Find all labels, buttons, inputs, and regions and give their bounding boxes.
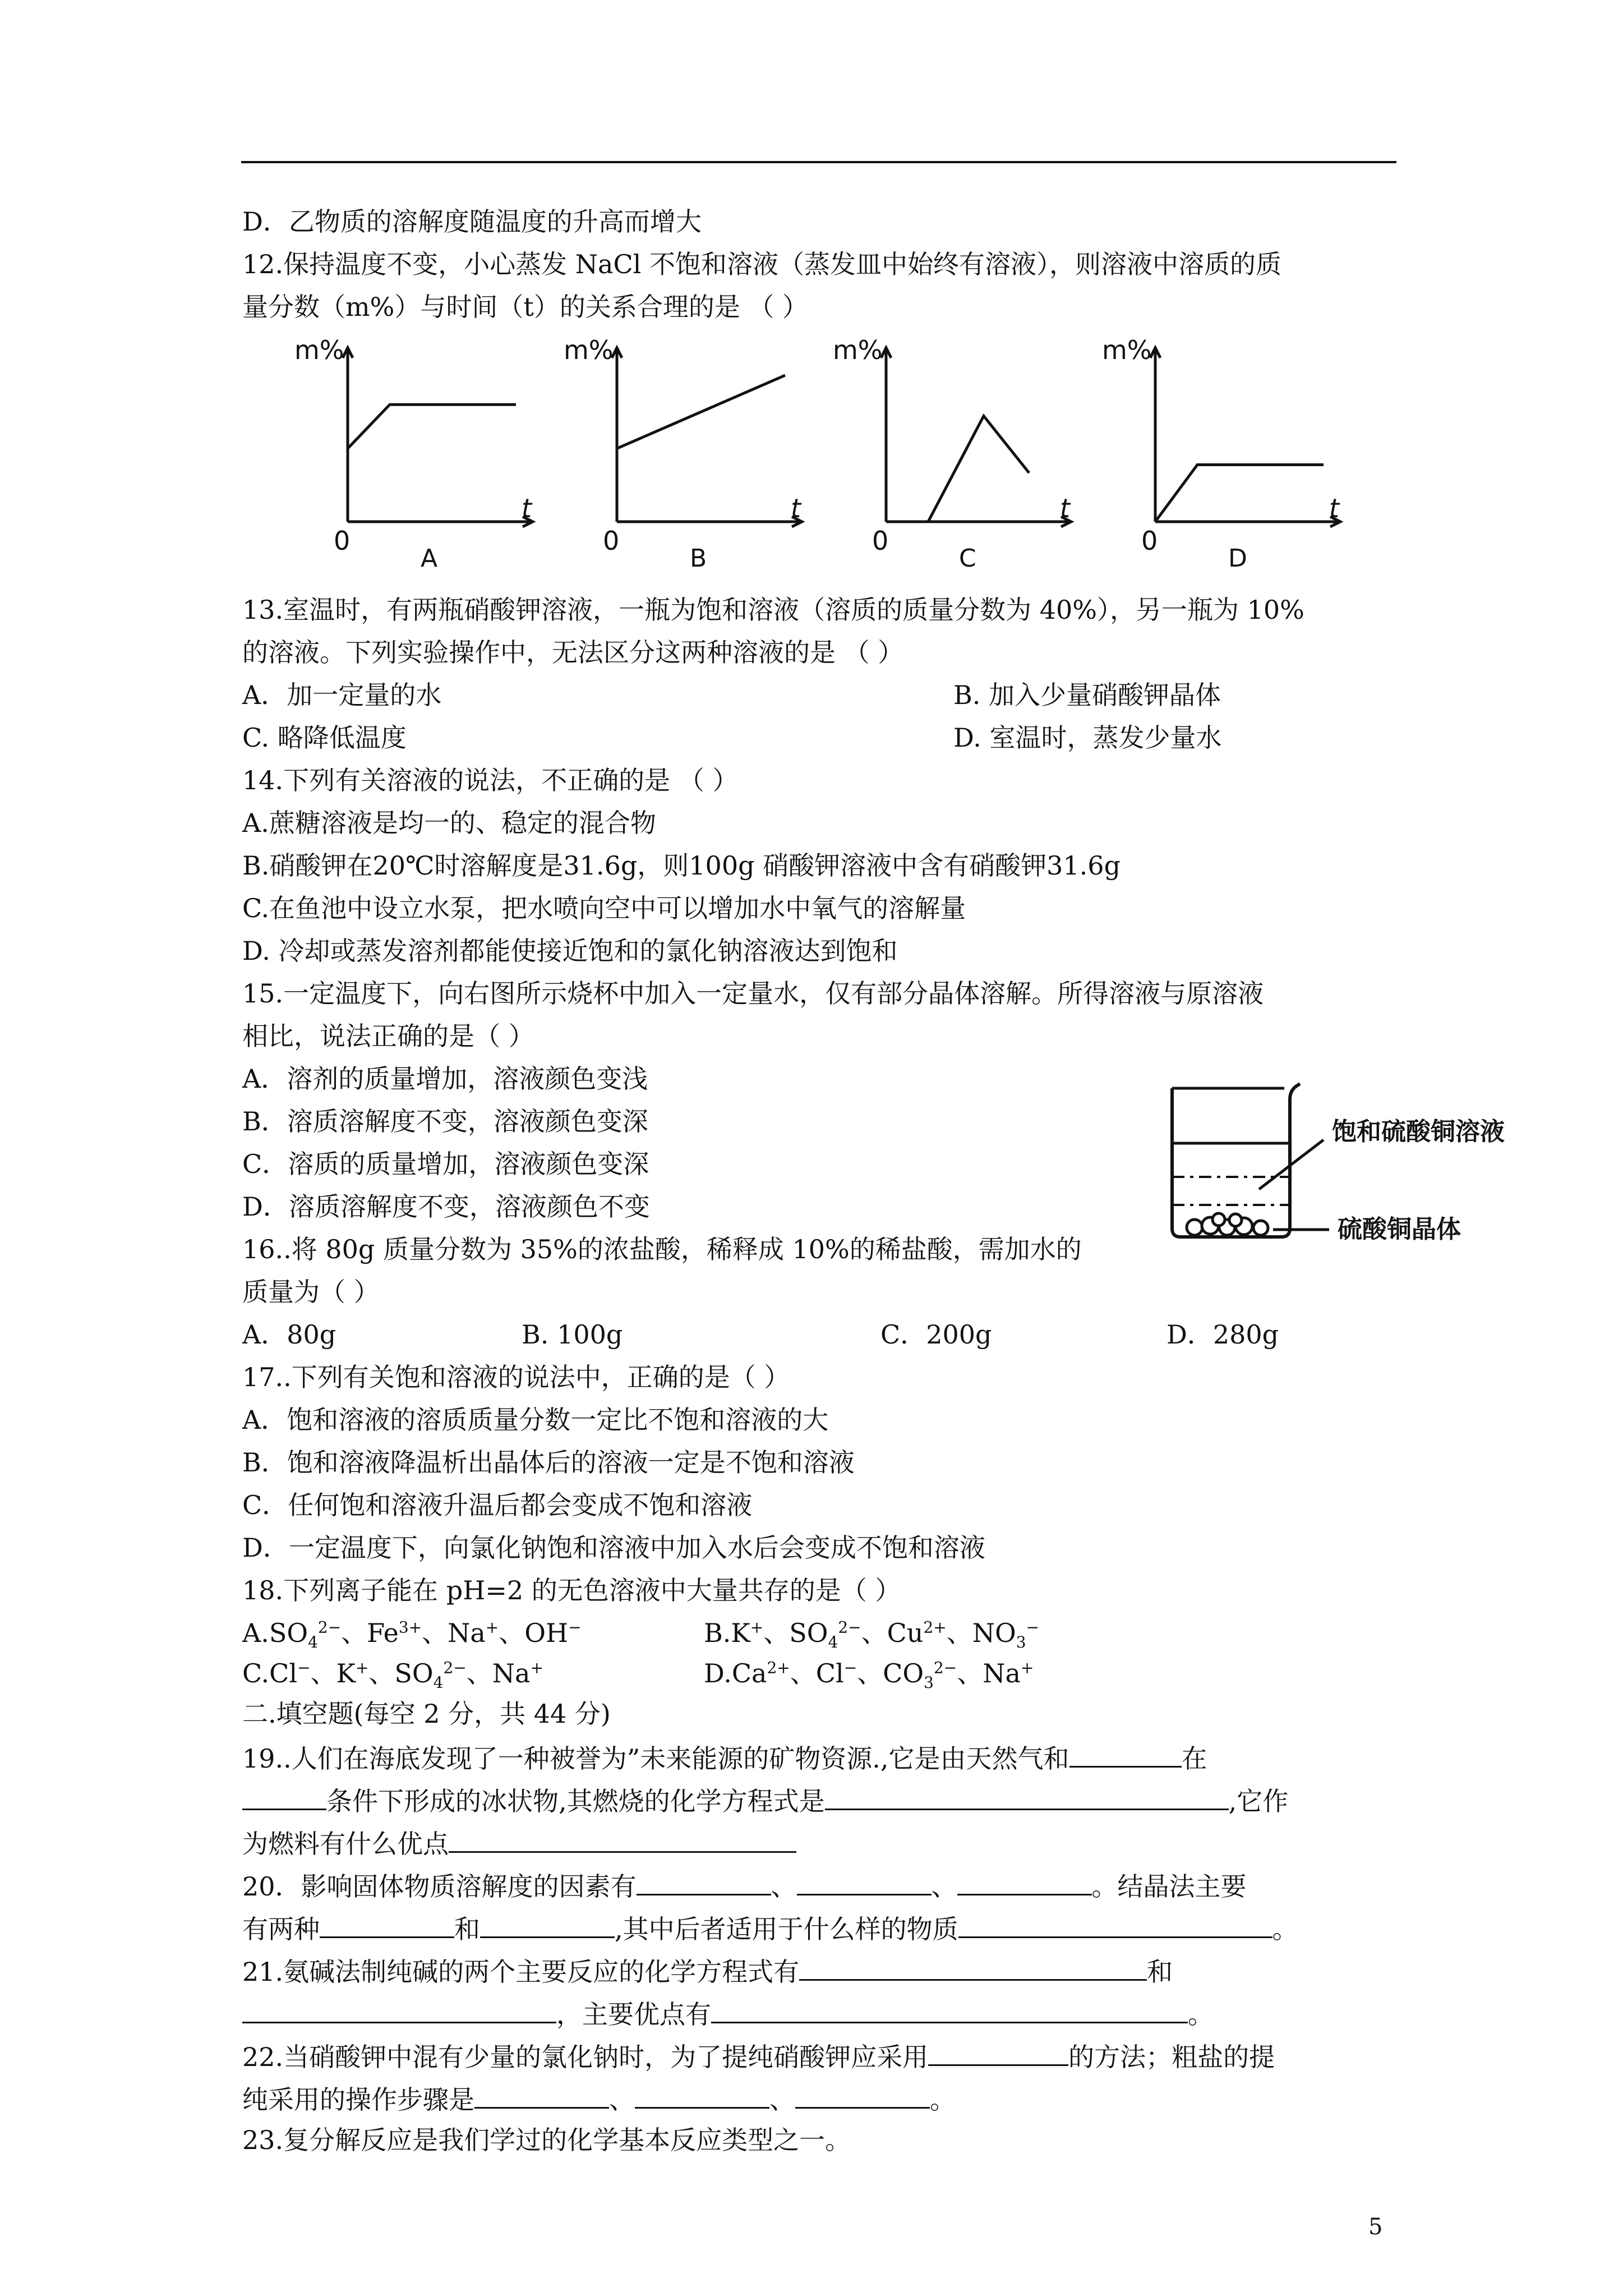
q23-stem: 23.复分解反应是我们学过的化学基本反应类型之一。 <box>242 2125 851 2155</box>
q21-line2: ，主要优点有 。 <box>242 1999 1214 2027</box>
q12-stem-line2: 量分数（m%）与时间（t）的关系合理的是 （ ） <box>242 292 809 322</box>
q15-option-c: C．溶质的质量增加，溶液颜色变深 <box>242 1149 649 1179</box>
q18-option-d: $D.Ca^{2+}$、Cl−、$CO_3^{2-}$、Na+ <box>704 1658 1034 1692</box>
q20-blank-2[interactable] <box>797 1871 932 1895</box>
q14-option-b: B.硝酸钾在20℃时溶解度是31.6g，则100g 硝酸钾溶液中含有硝酸钾31.6g <box>242 850 1121 881</box>
q13-stem-line1: 13.室温时，有两瓶硝酸钾溶液，一瓶为饱和溶液（溶质的质量分数为 40%），另一瓶为 10% <box>242 595 1304 625</box>
section-fill-in-heading: 二.填空题(每空 2 分，共 44 分) <box>242 1699 611 1729</box>
graph-origin-label: 0 <box>603 526 620 556</box>
beaker-label-crystal: 硫酸铜晶体 <box>1338 1215 1461 1244</box>
q14-stem: 14.下列有关溶液的说法，不正确的是 （ ） <box>242 765 739 795</box>
q13-option-c: C. 略降低温度 <box>242 723 407 753</box>
q16-stem-line2: 质量为（ ） <box>242 1277 380 1307</box>
graph-series-line <box>1155 465 1324 522</box>
graph-origin-label: 0 <box>1141 526 1158 556</box>
graph-D <box>1102 337 1340 573</box>
beaker-illustration <box>1155 1077 1548 1245</box>
q19-blank-2[interactable] <box>242 1786 326 1810</box>
q20-line2: 有两种 和 ,其中后者适用于什么样的物质 。 <box>242 1914 1298 1944</box>
graph-option-label: D <box>1228 544 1247 573</box>
q15-option-d: D．溶质溶解度不变，溶液颜色不变 <box>242 1191 650 1222</box>
q16-option-a: A．80g <box>242 1319 336 1350</box>
q22-line1: 22.当硝酸钾中混有少量的氯化钠时，为了提纯硝酸钾应采用 的方法；粗盐的提 <box>242 2042 1275 2072</box>
q20-blank-3[interactable] <box>957 1871 1092 1895</box>
graph-xlabel: t <box>522 493 532 523</box>
graph-option-label: B <box>690 544 707 573</box>
q20-blank-5[interactable] <box>480 1914 615 1938</box>
q15-option-b: B．溶质溶解度不变，溶液颜色变深 <box>242 1106 648 1137</box>
graph-series-line <box>348 404 516 448</box>
graph-C <box>833 337 1071 573</box>
beaker-label-solution: 饱和硫酸铜溶液 <box>1332 1117 1505 1146</box>
q17-option-b: B．饱和溶液降温析出晶体后的溶液一定是不饱和溶液 <box>242 1447 855 1478</box>
q13-stem-line2: 的溶液。下列实验操作中，无法区分这两种溶液的是 （ ） <box>242 637 904 668</box>
q22-line2: 纯采用的操作步骤是 、 、 。 <box>242 2085 956 2115</box>
q20-line1: 20．影响固体物质溶解度的因素有 、 、 。结晶法主要 <box>242 1871 1247 1902</box>
graph-option-label: C <box>959 544 976 573</box>
graph-A <box>294 337 533 573</box>
q19-line3: 为燃料有什么优点 <box>242 1829 796 1857</box>
q22-blank-3[interactable] <box>635 2085 769 2109</box>
graph-ylabel: m% <box>833 337 883 365</box>
q19-line2: 条件下形成的冰状物,其燃烧的化学方程式是 ,它作 <box>242 1786 1288 1814</box>
page-number: 5 <box>1368 2214 1383 2240</box>
q18-option-c: C.Cl−、K+、$SO_4^{2-}$、Na+ <box>242 1658 543 1692</box>
graph-ylabel: m% <box>564 337 614 365</box>
q13-option-d: D. 室温时，蒸发少量水 <box>953 723 1222 753</box>
header-rule <box>241 161 1396 163</box>
graph-ylabel: m% <box>294 337 344 365</box>
q17-stem: 17..下列有关饱和溶液的说法中，正确的是（ ） <box>242 1362 790 1392</box>
graph-origin-label: 0 <box>872 526 889 556</box>
q18-stem: 18.下列离子能在 pH=2 的无色溶液中大量共存的是（ ） <box>242 1575 901 1605</box>
q16-option-c: C．200g <box>880 1319 992 1350</box>
q19-blank-3[interactable] <box>825 1786 1229 1810</box>
q15-option-a: A．溶剂的质量增加，溶液颜色变浅 <box>242 1064 648 1094</box>
q20-blank-6[interactable] <box>958 1914 1272 1938</box>
graph-B <box>564 337 802 573</box>
q16-option-b: B. 100g <box>522 1319 623 1350</box>
q19-line1: 19..人们在海底发现了一种被誉为”未来能源的矿物资源.,它是由天然气和 在 <box>242 1743 1207 1774</box>
q13-option-b: B. 加入少量硝酸钾晶体 <box>953 680 1221 710</box>
graph-option-label: A <box>421 544 438 573</box>
q18-option-a: $A.SO_4^{2-}$、$Fe^{3+}$、Na+、OH− <box>242 1618 582 1652</box>
q22-blank-1[interactable] <box>928 2042 1068 2066</box>
q17-option-d: D．一定温度下，向氯化钠饱和溶液中加入水后会变成不饱和溶液 <box>242 1533 985 1563</box>
graph-xlabel: t <box>1329 493 1340 523</box>
q21-blank-1[interactable] <box>799 1957 1147 1981</box>
q12-graphs <box>292 337 1413 583</box>
graph-series-line <box>617 375 785 449</box>
q22-blank-4[interactable] <box>795 2085 930 2109</box>
q19-blank-1[interactable] <box>1069 1743 1182 1768</box>
q14-option-c: C.在鱼池中设立水泵，把水喷向空中可以增加水中氧气的溶解量 <box>242 893 966 923</box>
q14-option-a: A.蔗糖溶液是均一的、稳定的混合物 <box>242 808 656 838</box>
q18-option-b: B.K+、$SO_4^{2-}$、$Cu^{2+}$、$NO_3^-$ <box>704 1618 1039 1652</box>
q21-line1: 21.氨碱法制纯碱的两个主要反应的化学方程式有 和 <box>242 1957 1173 1987</box>
q13-option-a: A．加一定量的水 <box>242 680 442 710</box>
q21-blank-3[interactable] <box>711 1999 1188 2023</box>
graph-ylabel: m% <box>1102 337 1152 365</box>
graph-xlabel: t <box>791 493 801 523</box>
q12-stem-line1: 12.保持温度不变，小心蒸发 NaCl 不饱和溶液（蒸发皿中始终有溶液），则溶液中溶质的质 <box>242 249 1281 279</box>
graph-xlabel: t <box>1060 493 1071 523</box>
q15-stem-line2: 相比，说法正确的是（ ） <box>242 1021 534 1051</box>
graph-origin-label: 0 <box>334 526 351 556</box>
q22-blank-2[interactable] <box>474 2085 609 2109</box>
q19-blank-4[interactable] <box>449 1829 796 1853</box>
q15-stem-line1: 15.一定温度下，向右图所示烧杯中加入一定量水，仅有部分晶体溶解。所得溶液与原溶液 <box>242 978 1264 1009</box>
q17-option-a: A．饱和溶液的溶质质量分数一定比不饱和溶液的大 <box>242 1405 829 1435</box>
q16-option-d: D．280g <box>1166 1319 1279 1350</box>
q16-stem-line1: 16..将 80g 质量分数为 35%的浓盐酸，稀释成 10%的稀盐酸，需加水的 <box>242 1234 1082 1264</box>
q20-blank-1[interactable] <box>637 1871 771 1895</box>
q17-option-c: C．任何饱和溶液升温后都会变成不饱和溶液 <box>242 1490 753 1520</box>
q14-option-d: D. 冷却或蒸发溶剂都能使接近饱和的氯化钠溶液达到饱和 <box>242 936 898 966</box>
q21-blank-2[interactable] <box>242 1999 556 2023</box>
q11-option-d: D．乙物质的溶解度随温度的升高而增大 <box>242 206 702 237</box>
q20-blank-4[interactable] <box>320 1914 454 1938</box>
graph-series-line <box>886 416 1029 522</box>
